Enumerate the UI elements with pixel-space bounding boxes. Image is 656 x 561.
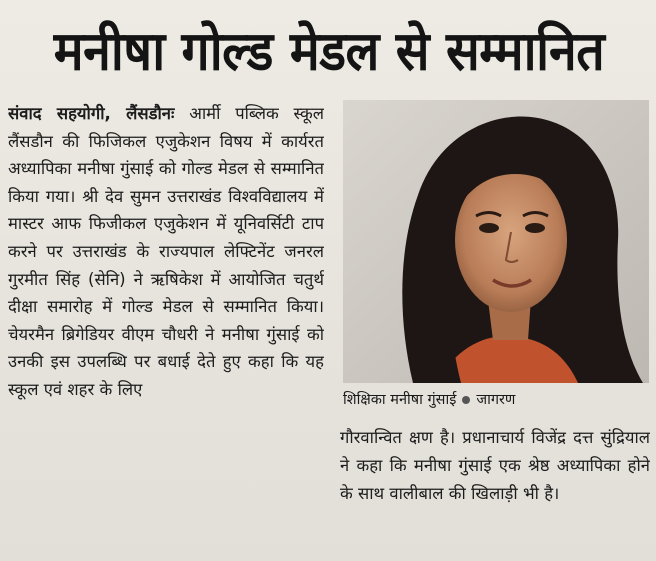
byline: संवाद सहयोगी, लैंसडौनः [8, 104, 175, 123]
article-body-right: गौरवान्वित क्षण है। प्रधानाचार्य विजेंद्र दत्त सुंद्रियाल ने कहा कि मनीषा गुंसाई एक श्रेष्ठ अध्यापिका होने के साथ वालीबाल की खिलाड़ी भी है। [340, 428, 650, 503]
caption-text: शिक्षिका मनीषा गुंसाई [343, 392, 457, 408]
headline: मनीषा गोल्ड मेडल से सम्मानित [53, 19, 605, 83]
bullet-dot-icon [462, 396, 470, 404]
photo-caption [343, 385, 649, 415]
body-text-left: आर्मी पब्लिक स्कूल लैंसडौन की फिजिकल एजुकेशन विषय में कार्यरत अध्यापिका मनीषा गुंसाई को गोल्ड मेडल से सम्मानित किया गया। श्री देव सुमन उत्तराखंड विश्वविद्यालय में मास्टर आफ फिजीकल एजुकेशन में यूनिवर्सिटी टाप करने पर उत्तराखंड के राज्यपाल लेफ्टिनेंट जनरल गुरमीत सिंह (सेनि) ने ऋषिकेश में आयोजित चतुर्थ दीक्षा समारोह में गोल्ड मेडल से सम्मानित किया। चेयरमैन ब्रिगेडियर वीएम चौधरी ने मनीषा गुंसाई को उनकी इस उपलब्धि पर बधाई देते हुए कहा कि यह स्कूल एवं शहर के लिए [8, 104, 324, 399]
article-body-left [8, 100, 324, 558]
portrait-photo [343, 100, 649, 383]
photo-credit: जागरण [476, 392, 516, 408]
